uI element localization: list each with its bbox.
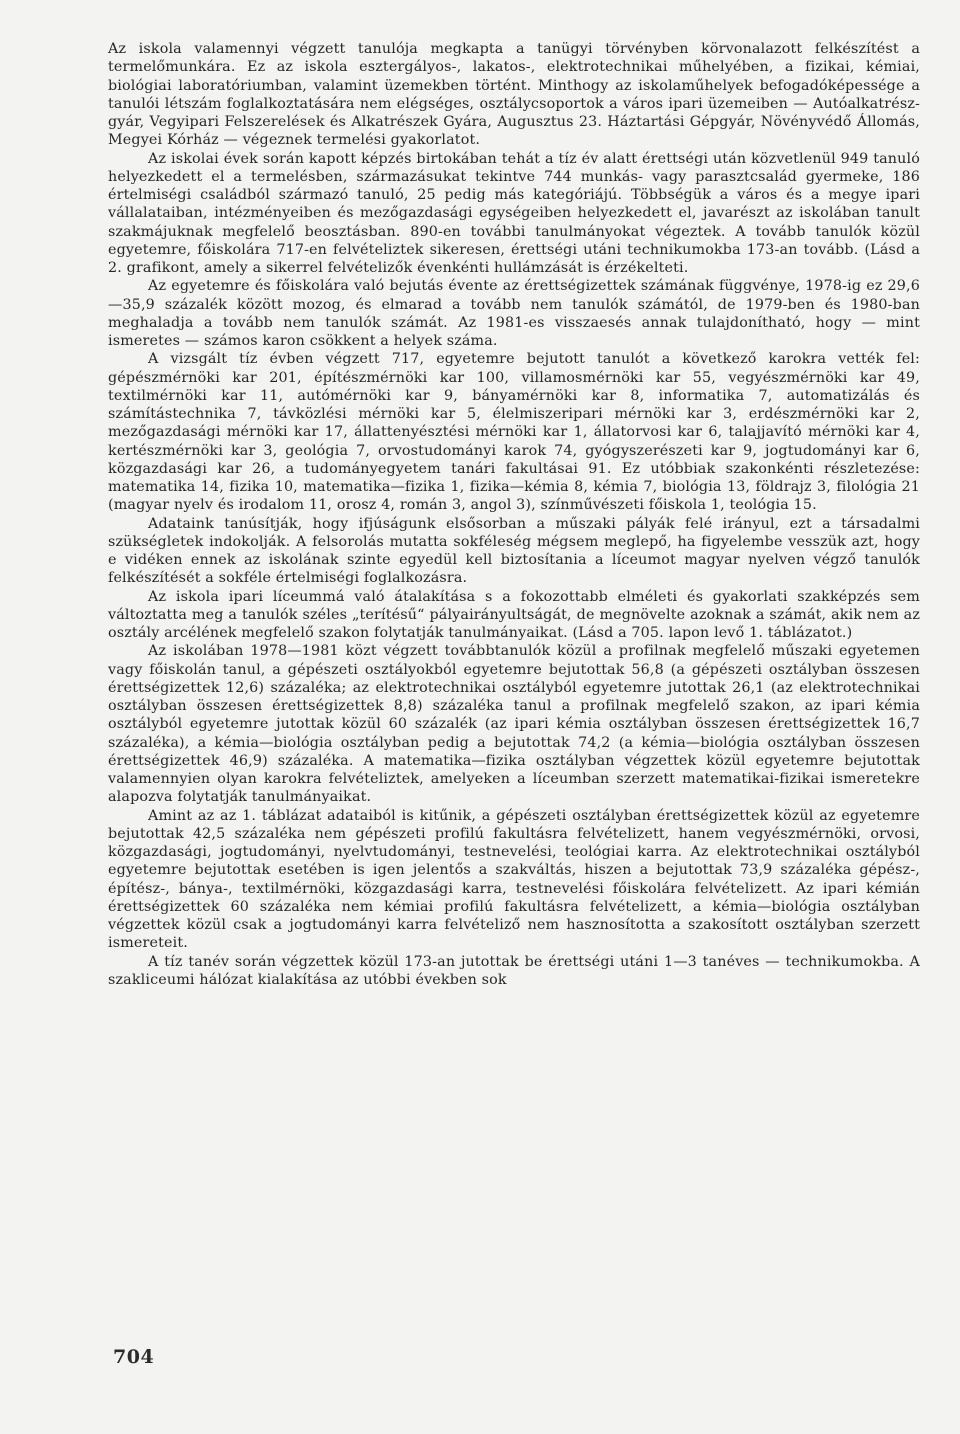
paragraph-8: Amint az az 1. táblázat adataiból is kitűnik, a gépészeti osztályban érettségizettek közül az egyetemre bejutottak 42,5 százaléka nem gépészeti profilú fakultásra felvételizett, hanem vegyészmérnöki, orvosi, közgazdasági, jogtudományi, nyelvtudományi, testnevelési, teológiai karra. Az elektrotechnikai osztályból egyetemre bejutottak esetében is igen jelentős a szakváltás, hiszen a bejutottak 73,9 százaléka gépész-, építész-, bánya-, textilmérnöki, közgazdasági karra, testnevelési főiskolára felvételizett. Az ipari kémián érettségizettek 60 százaléka nem kémiai profilú fakultásra felvételizett, a kémia—biológia osztályban végzettek közül csak a jogtudományi karra felvételiző nem hasznosította a szakosított osztályban szerzett ismereteit. xyxy=(108,807,920,952)
paragraph-2: Az iskolai évek során kapott képzés birtokában tehát a tíz év alatt érettségi után közvetlenül 949 tanuló helyezkedett el a termelésben, származásukat tekintve 744 munkás- vagy parasztcsalád gyermeke, 186 értelmiségi családból származó tanuló, 25 pedig más kategóriájú. Többségük a város és a megye ipari vállalataiban, intézményeiben és mezőgazdasági egységeiben helyezkedett el, javarészt az iskolában tanult szakmájuknak megfelelő beosztásban. 890-en további tanulmányokat végeztek. A tovább tanulók közül egyetemre, főiskolára 717-en felvételiztek sikeresen, érettségi utáni technikumokba 173-an tovább. (Lásd a 2. grafikont, amely a sikerrel felvételizők évenkénti hullámzását is érzékelteti. xyxy=(108,150,920,276)
paragraph-4: A vizsgált tíz évben végzett 717, egyetemre bejutott tanulót a következő karokra vették fel: gépészmérnöki kar 201, építészmérnöki kar 100, villamosmérnöki kar 55, vegyészmérnöki kar 49, textilmérnöki kar 11, autómérnöki kar 9, bányamérnöki kar 8, informatika 7, automatizálás és számítástechnika 7, távközlési mérnöki kar 5, élelmiszeripari mérnöki kar 3, erdészmérnöki kar 2, mezőgazdasági mérnöki kar 17, állattenyésztési mérnöki kar 1, állatorvosi kar 6, talajjavító mérnöki kar 4, kertészmérnöki kar 3, geológia 7, orvostudományi karok 74, gyógyszerészeti kar 9, jogtudományi kar 6, közgazdasági kar 26, a tudományegyetem tanári fakultásai 91. Ez utóbbiak szakonkénti részletezése: matematika 14, fizika 10, matematika—fizika 1, fizika—kémia 8, kémia 7, biológia 13, földrajz 3, filológia 21 (magyar nyelv és irodalom 11, orosz 4, román 3, angol 3), színművészeti főiskola 1, teológia 15. xyxy=(108,351,920,514)
paragraph-7: Az iskolában 1978—1981 közt végzett továbbtanulók közül a profilnak megfelelő műszaki egyetemen vagy főiskolán tanul, a gépészeti osztályokból egyetemre bejutottak 56,8 (a gépészeti osztályban összesen érettségizettek 12,6) százaléka; az elektrotechnikai osztályból egyetemre jutottak 26,1 (az elektrotechnikai osztályban összesen érettségizettek 8,8) százaléka tanul a profilnak megfelelő szakon, az ipari kémia osztályból egyetemre jutottak közül 60 százalék (az ipari kémia osztályban összesen érettségizettek 16,7 százaléka), a kémia—biológia osztályban pedig a bejutottak 74,2 (a kémia—biológia osztályban összesen érettségizettek 46,9) százaléka. A matematika—fizika osztályban végzettek közül egyetemre bejutottak valamennyien olyan karokra felvételiztek, amelyeken a líceumban szerzett matematikai-fizikai ismeretekre alapozva folytatják tanulmányaikat. xyxy=(108,643,920,806)
paragraph-6: Az iskola ipari líceummá való átalakítása s a fokozottabb elméleti és gyakorlati szakképzés sem változtatta meg a tanulók széles „terítésű“ pályairányultságát, de megnövelte azoknak a számát, akik nem az osztály arcélének megfelelő szakon folytatják tanulmányaikat. (Lásd a 705. lapon levő 1. táblázatot.) xyxy=(108,588,920,641)
paragraph-1: Az iskola valamennyi végzett tanulója megkapta a tanügyi törvényben körvonalazott felkészítést a termelőmunkára. Ez az iskola esztergályos-, lakatos-, elektrotechnikai műhelyében, a fizikai, kémiai, biológiai laboratóriumban, valamint üzemekben történt. Minthogy az iskolaműhelyek befogadóképessége a tanulói létszám foglalkoztatására nem elégséges, osztálycsoportok a város ipari üzemeiben — Autóalkatrész-gyár, Vegyipari Felszerelések és Alkatrészek Gyára, Augusztus 23. Háztartási Gépgyár, Növényvédő Állomás, Megyei Kórház — végeznek termelési gyakorlatot. xyxy=(108,41,920,149)
document-body xyxy=(108,40,920,989)
paragraph-5: Adataink tanúsítják, hogy ifjúságunk elsősorban a műszaki pályák felé irányul, ezt a társadalmi szükségletek indokolják. A felsorolás mutatta sokféleség mégsem meglepő, ha figyelembe vesszük azt, hogy e vidéken ennek az iskolának szinte egyedül kell biztosítania a líceumot magyar nyelven végző tanulók felkészítését a sokféle értelmiségi foglalkozásra. xyxy=(108,515,920,587)
paragraph-3: Az egyetemre és főiskolára való bejutás évente az érettségizettek számának függvénye, 1978-ig ez 29,6—35,9 százalék között mozog, és elmarad a tovább nem tanulók számától, de 1979-ben és 1980-ban meghaladja a tovább nem tanulók számát. Az 1981-es visszaesés annak tulajdonítható, hogy — mint ismeretes — számos karon csökkent a helyek száma. xyxy=(108,278,920,349)
page-number: 704 xyxy=(113,1346,155,1368)
paragraph-9: A tíz tanév során végzettek közül 173-an jutottak be érettségi utáni 1—3 tanéves — technikumokba. A szakliceumi hálózat kialakítása az utóbbi években sok xyxy=(108,953,920,988)
